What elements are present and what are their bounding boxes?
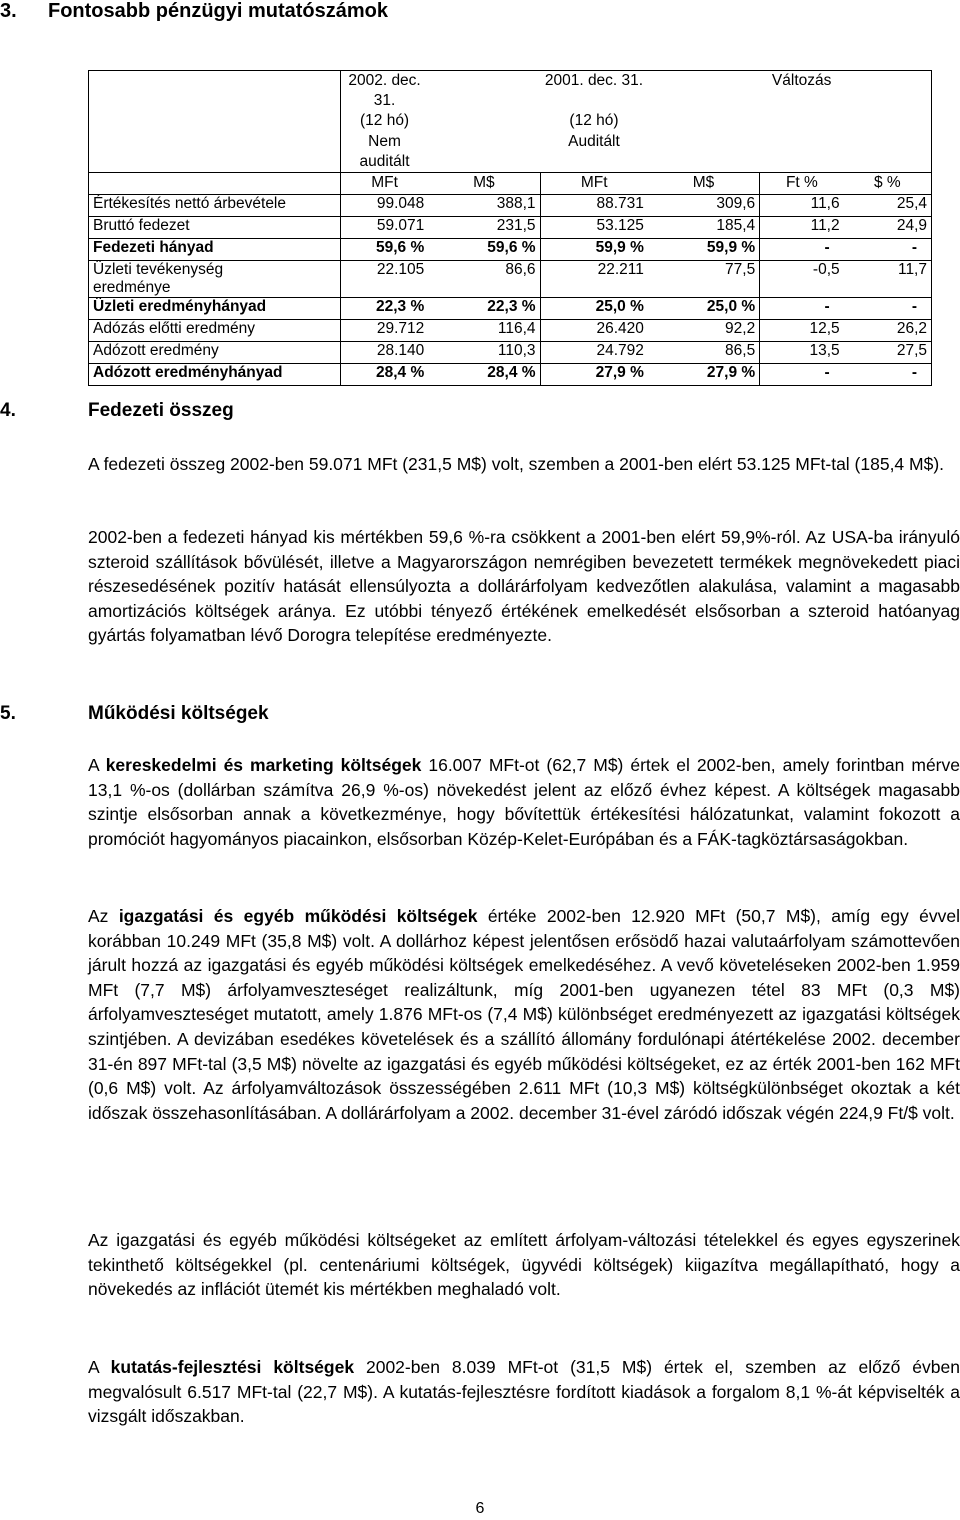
table-cell: 27,9 % <box>648 364 760 386</box>
table-header-cell <box>648 71 760 112</box>
section-5-heading <box>0 703 269 725</box>
bold-term: kereskedelmi és marketing költségek <box>105 755 422 775</box>
table-cell: 59,9 % <box>540 239 648 261</box>
paragraph: Az igazgatási és egyéb működési költségek értéke 2002-ben 12.920 MFt (50,7 M$), amíg egy évvel korábban 10.249 MFt (35,8 M$) volt. A dollárhoz képest jelentősen erősödő hazai valutaárfolyam számottevően járult hozzá az igazgatási és egyéb működési költségek emelkedéséhez. A vevő követeléseken 2002-ben 1.959 MFt (7,7 M$) árfolyamveszteséget realizáltunk, míg 2001-ben ugyanezen tétel 83 MFt (0,3 M$) árfolyamveszteséget mutatott, amely 1.876 MFt-os (7,4 M$) különbséget eredményezett az igazgatási költségek szintjében. A devizában esedékes követelések és a szállító állomány fordulónapi átértékelése 2002. december 31-én 897 MFt-tal (3,5 M$) növelte az igazgatási és egyéb működési költségeket, ez az érték 2001-ben 162 MFt (0,6 M$) volt. Az árfolyamváltozások összességében 2.611 MFt (10,3 M$) költségkülönbséget okoztak a két időszak összehasonlításában. A dollárárfolyam a 2002. december 31-ével záródó időszak végén 224,9 Ft/$ volt. <box>88 906 960 1123</box>
table-header-cell <box>89 111 341 132</box>
table-cell: 22.105 <box>340 261 428 298</box>
row-label: Bruttó fedezet <box>89 217 341 239</box>
table-header-cell <box>428 111 540 132</box>
table-cell: 13,5 <box>760 342 844 364</box>
table-header-cell <box>844 132 932 173</box>
table-cell: 22,3 % <box>340 298 428 320</box>
table-header-cell <box>760 111 844 132</box>
table-cell: - <box>844 364 932 386</box>
table-header-cell <box>89 132 341 173</box>
financial-indicators-table <box>88 70 932 386</box>
table-cell: 99.048 <box>340 195 428 217</box>
row-label: Értékesítés nettó árbevétele <box>89 195 341 217</box>
table-row <box>89 342 932 364</box>
table-cell: 53.125 <box>540 217 648 239</box>
paragraph: Az igazgatási és egyéb működési költségeket az említett árfolyam-változási tételekkel és egyes egyszerinek tekinthető költségekkel (pl. centenáriumi költségek, ügyvédi költségek) kiigazítva megállapítható, hogy a növekedés az inflációt ütemét kis mértékben meghaladó volt. <box>88 1230 960 1300</box>
table-row <box>89 298 932 320</box>
table-cell: 11,7 <box>844 261 932 298</box>
table-cell: 59,6 % <box>428 239 540 261</box>
section-number: 4. <box>0 400 16 421</box>
section-3-heading <box>0 0 388 23</box>
table-header-cell: M$ <box>648 173 760 195</box>
table-header-cell <box>428 71 540 112</box>
section-title: Működési költségek <box>88 703 269 724</box>
table-row <box>89 239 932 261</box>
table-cell: 59.071 <box>340 217 428 239</box>
table-row <box>89 364 932 386</box>
table-cell: 86,5 <box>648 342 760 364</box>
paragraph: A fedezeti összeg 2002-ben 59.071 MFt (231,5 M$) volt, szemben a 2001-ben elért 53.125 MFt-tal (185,4 M$). <box>88 454 945 474</box>
table-cell: 28,4 % <box>340 364 428 386</box>
table-cell: - <box>844 298 932 320</box>
table-header-row <box>89 111 932 132</box>
table-cell: 110,3 <box>428 342 540 364</box>
table-header-cell <box>89 173 341 195</box>
table-header-cell: MFt <box>340 173 428 195</box>
table-cell: 24,9 <box>844 217 932 239</box>
table-header-cell <box>844 111 932 132</box>
table-cell: 309,6 <box>648 195 760 217</box>
row-label: Fedezeti hányad <box>89 239 341 261</box>
table-header-cell: Változás <box>771 72 832 89</box>
table-cell: - <box>844 239 932 261</box>
table-header-cell: 2002. dec. 31. <box>348 72 421 109</box>
table-header-row <box>89 132 932 173</box>
paragraph: A kereskedelmi és marketing költségek 16.007 MFt-ot (62,7 M$) értek el 2002-ben, amely forintban mérve 13,1 %-os (dollárban számítva 26,9 %-os) növekedést jelent az előző évhez képest. A költségek magasabb szintje elsősorban annak a következménye, hogy bővítettük értékesítési hálózatunkat, valamint fokozott a promóciót hagyományos piacainkon, elsősorban Közép-Kelet-Európában és a FÁK-tagköztársaságokban. <box>88 755 960 849</box>
table-cell: 12,5 <box>760 320 844 342</box>
table-header-cell <box>89 71 341 112</box>
table-cell: 88.731 <box>540 195 648 217</box>
table-header-cell <box>844 71 932 112</box>
section-title: Fedezeti összeg <box>88 400 234 421</box>
table-cell: 92,2 <box>648 320 760 342</box>
table-header-cell <box>428 132 540 173</box>
table-header-cell <box>648 132 760 173</box>
table-header-row <box>89 71 932 112</box>
table-header-cell: M$ <box>428 173 540 195</box>
table-cell: 25,0 % <box>648 298 760 320</box>
table-cell: 59,6 % <box>340 239 428 261</box>
table-cell: - <box>760 239 844 261</box>
table-cell: 11,2 <box>760 217 844 239</box>
table-cell: 11,6 <box>760 195 844 217</box>
paragraph: A kutatás-fejlesztési költségek 2002-ben 8.039 MFt-ot (31,5 M$) értek el, szemben az előző évben megvalósult 6.517 MFt-tal (22,7 M$). A kutatás-fejlesztésre fordított kiadások a forgalom 8,1 %-át képviselték a vizsgált időszakban. <box>88 1357 960 1427</box>
table-cell: -0,5 <box>760 261 844 298</box>
table-header-cell <box>648 111 760 132</box>
bold-term: igazgatási és egyéb működési költségek <box>118 906 478 926</box>
section-4-heading <box>0 400 234 422</box>
section-number: 3. <box>0 0 17 22</box>
table-header-cell <box>760 132 844 173</box>
table-cell: 28,4 % <box>428 364 540 386</box>
table-cell: 22.211 <box>540 261 648 298</box>
table-cell: - <box>760 364 844 386</box>
table-header-cell: (12 hó) <box>569 112 619 129</box>
table-cell: 24.792 <box>540 342 648 364</box>
row-label: Adózás előtti eredmény <box>89 320 341 342</box>
table-cell: - <box>760 298 844 320</box>
table-header-cell: Auditált <box>540 132 648 173</box>
table-header-cell: Nem auditált <box>340 132 428 173</box>
table-header-row <box>89 173 932 195</box>
table-row <box>89 261 932 298</box>
row-label: Üzleti tevékenység eredménye <box>89 261 341 298</box>
table-header-cell: 2001. dec. 31. <box>544 72 644 89</box>
table-row <box>89 195 932 217</box>
section-title: Fontosabb pénzügyi mutatószámok <box>48 0 389 22</box>
table-cell: 59,9 % <box>648 239 760 261</box>
table-row <box>89 217 932 239</box>
table-cell: 22,3 % <box>428 298 540 320</box>
table-cell: 231,5 <box>428 217 540 239</box>
row-label: Adózott eredmény <box>89 342 341 364</box>
row-label: Adózott eredményhányad <box>89 364 341 386</box>
table-header-cell: Ft % <box>760 173 844 195</box>
table-cell: 25,4 <box>844 195 932 217</box>
table-cell: 116,4 <box>428 320 540 342</box>
table-cell: 27,9 % <box>540 364 648 386</box>
table-row <box>89 320 932 342</box>
table-header-cell: (12 hó) <box>359 112 410 129</box>
table-cell: 77,5 <box>648 261 760 298</box>
table-cell: 185,4 <box>648 217 760 239</box>
table-cell: 25,0 % <box>540 298 648 320</box>
row-label: Üzleti eredményhányad <box>89 298 341 320</box>
paragraph: 2002-ben a fedezeti hányad kis mértékben 59,6 %-ra csökkent a 2001-ben elért 59,9%-ról. Az USA-ba irányuló szteroid szállítások bővülését, illetve a Magyarországon nemrégiben bevezetett termékek megnövekedett piaci részesedésének pozitív hatását ellensúlyozta a dollárárfolyam kedvezőtlen alakulása, valamint a magasabb amortizációs költségek aránya. Ez utóbbi tényező értékének emelkedését elsősorban a szteroid hatóanyag gyártás folyamatban lévő Dorogra telepítése eredményezte. <box>88 527 960 646</box>
page-number: 6 <box>475 1500 485 1517</box>
table-header-cell: $ % <box>844 173 932 195</box>
table-cell: 29.712 <box>340 320 428 342</box>
table-cell: 388,1 <box>428 195 540 217</box>
table-cell: 26,2 <box>844 320 932 342</box>
table-cell: 27,5 <box>844 342 932 364</box>
table-header-cell: MFt <box>540 173 648 195</box>
table-cell: 28.140 <box>340 342 428 364</box>
bold-term: kutatás-fejlesztési költségek <box>110 1357 355 1377</box>
section-number: 5. <box>0 703 16 724</box>
table-cell: 26.420 <box>540 320 648 342</box>
table-cell: 86,6 <box>428 261 540 298</box>
